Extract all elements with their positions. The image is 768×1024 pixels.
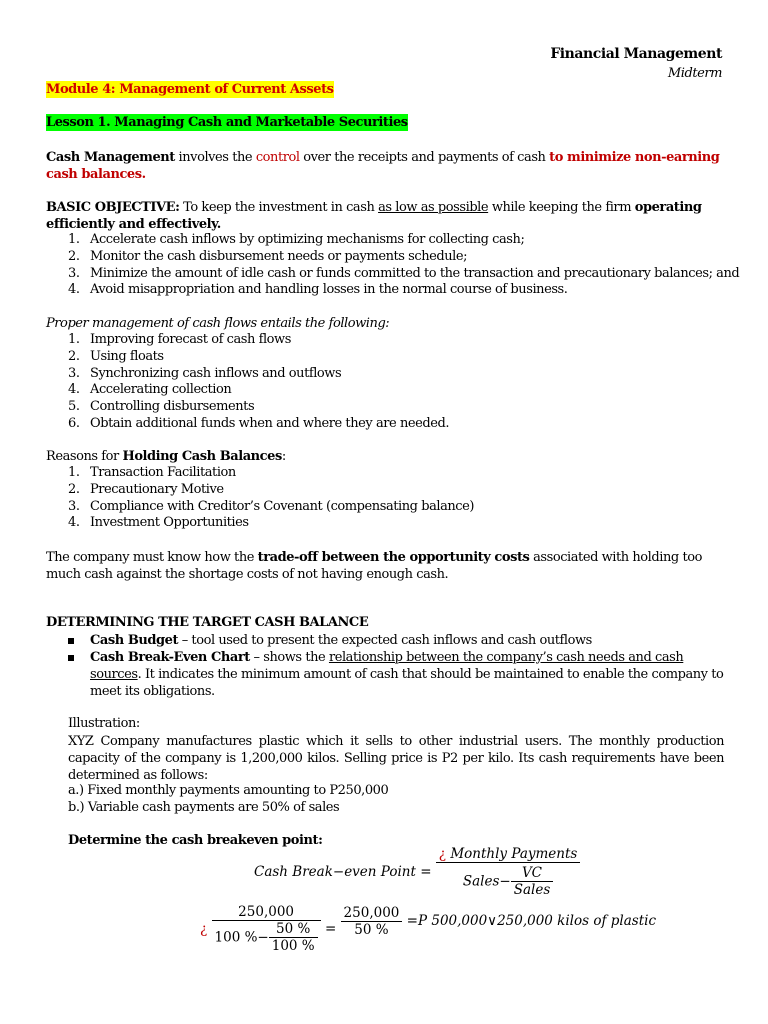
formula-numerator-text: Monthly Payments (450, 846, 578, 862)
cash-management-paragraph (46, 149, 726, 183)
formula-equals: = (420, 864, 432, 880)
breakeven-formula (254, 846, 580, 898)
list-text: Controlling disbursements (90, 399, 255, 415)
list-text: Minimize the amount of idle cash or funds committed to the transaction and precautionary balances; and (90, 265, 740, 281)
reasons-bold: Holding Cash Balances (122, 449, 282, 464)
list-text: Using floats (90, 348, 164, 364)
target-cash-heading: DETERMINING THE TARGET CASH BALANCE (46, 615, 369, 630)
list-number: 5. (68, 399, 80, 415)
list-number: 4. (68, 382, 80, 398)
list-number: 4. (68, 515, 80, 531)
calc-den-1b-num: 50 % (276, 921, 311, 937)
basic-objective-paragraph (46, 199, 726, 233)
tradeoff-text-2: associated with holding too much cash against the shortage costs of not having enough cash. (46, 550, 702, 582)
calc-den-1b-den: 100 % (269, 937, 318, 954)
list-item (68, 399, 449, 416)
bullet-square-icon (68, 638, 74, 644)
target-cash-bullets (68, 632, 728, 700)
bullet-text: – tool used to present the expected cash inflows and cash outflows (178, 633, 592, 648)
list-text: Improving forecast of cash flows (90, 332, 291, 347)
formula-vc-fraction (511, 865, 554, 898)
list-text: Precautionary Motive (90, 481, 224, 497)
list-number: 1. (68, 232, 80, 247)
bullet-text: – shows the (249, 650, 329, 665)
objective-underlined: as low as possible (378, 200, 489, 215)
illustration-item-a: a.) Fixed monthly payments amounting to P250,000 (68, 783, 389, 798)
list-number: 4. (68, 282, 80, 298)
list-number: 2. (68, 481, 80, 497)
list-item (68, 482, 474, 499)
cash-management-goal: to minimize non-earning cash balances. (46, 150, 720, 182)
list-item (68, 515, 474, 532)
calc-mark: ¿ (200, 921, 208, 937)
bullet-underlined: relationship between the company’s cash needs and cash sources (90, 650, 684, 682)
bullet-item (68, 649, 728, 700)
reasons-list (68, 465, 474, 532)
list-text: Investment Opportunities (90, 515, 249, 531)
reasons-text-1: Reasons for (46, 449, 123, 464)
calc-den-1a: 100 %− (214, 929, 269, 946)
list-text: Obtain additional funds when and where they are needed. (90, 415, 450, 431)
list-item (68, 499, 474, 516)
list-text: Accelerating collection (90, 382, 232, 398)
breakeven-calculation (200, 904, 656, 954)
determine-heading: Determine the cash breakeven point: (68, 833, 323, 848)
list-number: 2. (68, 248, 80, 264)
calc-equals-1: = (324, 921, 337, 937)
list-item (68, 416, 449, 433)
calc-equals-2-sign: = (406, 913, 418, 929)
calc-den-1 (212, 920, 321, 954)
list-item (68, 349, 449, 366)
formula-numerator (436, 846, 581, 862)
calc-num-1: 250,000 (238, 904, 294, 920)
lesson-heading (46, 115, 408, 130)
proper-management-heading: Proper management of cash flows entails the following: (46, 316, 390, 331)
calc-den-1b (269, 921, 318, 954)
formula-vc-den: Sales (511, 881, 554, 898)
list-item (68, 382, 449, 399)
document-title: Financial Management (550, 46, 722, 62)
tradeoff-paragraph (46, 549, 726, 583)
list-number: 3. (68, 265, 80, 281)
bullet-text-2: . It indicates the minimum amount of cash that should be maintained to enable the company to meet its obligations. (90, 667, 724, 699)
illustration-label: Illustration: (68, 716, 140, 731)
formula-lhs: Cash Break−even Point (254, 864, 416, 880)
list-item (68, 366, 449, 383)
list-item (68, 232, 739, 249)
list-text: Accelerate cash inflows by optimizing mechanisms for collecting cash; (90, 232, 525, 247)
list-text: Monitor the cash disbursement needs or payments schedule; (90, 248, 468, 264)
calc-fraction-1 (212, 904, 321, 954)
formula-denominator (436, 862, 581, 898)
bullet-square-icon (68, 655, 74, 661)
list-text: Transaction Facilitation (90, 465, 236, 480)
list-number: 6. (68, 415, 80, 431)
calc-equals-2 (407, 913, 656, 929)
list-item (68, 266, 739, 283)
formula-sales: Sales− (462, 873, 511, 890)
tradeoff-text-1: The company must know how the (46, 550, 258, 565)
formula-vc: VC (521, 865, 543, 881)
list-text: Compliance with Creditor’s Covenant (compensating balance) (90, 498, 475, 514)
illustration-paragraph: XYZ Company manufactures plastic which it sells to other industrial users. The monthly production capacity of the company is 1,200,000 kilos. Selling price is P2 per kilo. Its cash requirements have been determined as follows: (68, 734, 724, 783)
objective-text-1: To keep the investment in cash (179, 200, 379, 215)
list-number: 3. (68, 365, 80, 381)
list-text: Synchronizing cash inflows and outflows (90, 365, 342, 381)
bullet-item (68, 632, 728, 649)
objective-list (68, 232, 739, 299)
reasons-text-2: : (281, 449, 286, 464)
calc-fraction-2 (341, 905, 403, 938)
objective-text-2: while keeping the firm (488, 200, 635, 215)
calc-den-2: 50 % (341, 921, 403, 938)
formula-mark: ¿ (438, 846, 447, 862)
list-text: Avoid misappropriation and handling losses in the normal course of business. (90, 282, 568, 298)
control-word: control (255, 150, 300, 165)
bullet-term: Cash Break-Even Chart (90, 650, 250, 665)
objective-label: BASIC OBJECTIVE: (46, 200, 180, 215)
module-title: Module 4: Management of Current Assets (46, 82, 334, 97)
bullet-term: Cash Budget (90, 633, 179, 648)
proper-management-list (68, 332, 449, 433)
formula-fraction (436, 846, 581, 898)
lesson-title: Lesson 1. Managing Cash and Marketable Securities (46, 115, 408, 130)
illustration-item-b: b.) Variable cash payments are 50% of sales (68, 800, 340, 815)
module-heading (46, 82, 334, 97)
list-number: 3. (68, 498, 80, 514)
tradeoff-bold: trade-off between the opportunity costs (257, 550, 530, 565)
objective-bold-end: operating efficiently and effectively. (46, 200, 702, 232)
list-item (68, 465, 474, 482)
list-item (68, 249, 739, 266)
list-number: 1. (68, 332, 80, 347)
list-item (68, 332, 449, 349)
list-number: 2. (68, 348, 80, 364)
calc-result: P 500,000∨250,000 kilos of plastic (417, 913, 657, 929)
reasons-heading (46, 449, 286, 464)
cash-management-text-1: involves the (174, 150, 256, 165)
list-number: 1. (68, 465, 80, 480)
calc-num-2: 250,000 (343, 904, 400, 921)
cash-management-term: Cash Management (46, 150, 175, 165)
cash-management-text-2: over the receipts and payments of cash (299, 150, 550, 165)
list-item (68, 282, 739, 299)
document-subtitle: Midterm (667, 66, 722, 81)
